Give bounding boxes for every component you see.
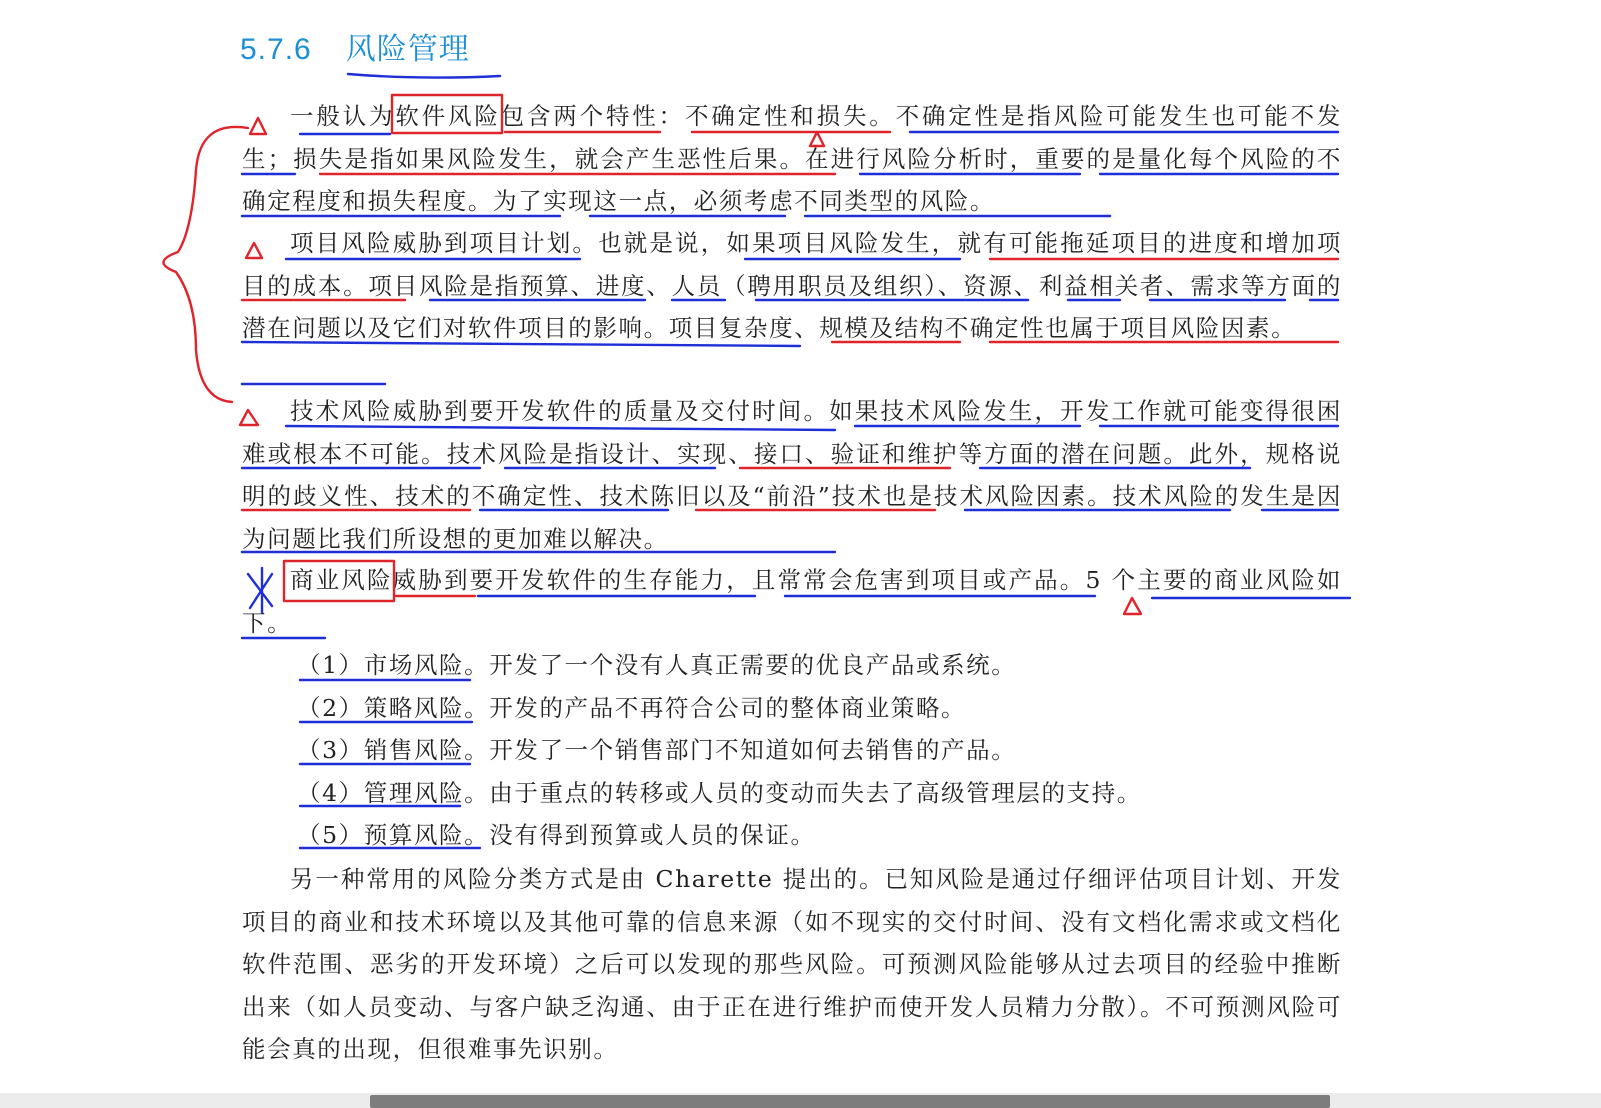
paragraph-risk-characteristics: 一般认为软件风险包含两个特性：不确定性和损失。不确定性是指风险可能发生也可能不发生；损失是指如果风险发生，就会产生恶性后果。在进行风险分析时，重要的是量化每个风险的不确定程度和损失程度。为了实现这一点，必须考虑不同类型的风险。: [242, 102, 1342, 215]
heading-underline: [348, 74, 500, 78]
list-item: （5）预算风险。没有得到预算或人员的保证。: [297, 821, 816, 849]
list-item: （4）管理风险。由于重点的转移或人员的变动而失去了高级管理层的支持。: [297, 778, 1142, 807]
brace-mark: [163, 127, 248, 402]
section-title: 风险管理: [345, 32, 470, 67]
paragraph-business-risk: 商业风险威胁到要开发软件的生存能力，且常常会危害到项目或产品。5 个主要的商业风险如下。: [242, 566, 1342, 637]
paragraph-technical-risk: 技术风险威胁到要开发软件的质量及交付时间。如果技术风险发生，开发工作就可能变得很困难或根本不可能。技术风险是指设计、实现、接口、验证和维护等方面的潜在问题。此外，规格说明的歧义性、技术的不确定性、技术陈旧以及“前沿”技术也是技术风险因素。技术风险的发生是因为问题比我们所设想的更加难以解决。: [242, 397, 1342, 553]
paragraph-project-risk: 项目风险威胁到项目计划。也就是说，如果项目风险发生，就有可能拖延项目的进度和增加项目的成本。项目风险是指预算、进度、人员（聘用职员及组织）、资源、利益相关者、需求等方面的潜在问题以及它们对软件项目的影响。项目复杂度、规模及结构不确定性也属于项目风险因素。: [242, 229, 1342, 342]
list-item: （2）策略风险。开发的产品不再符合公司的整体商业策略。: [297, 693, 967, 722]
list-item: （1）市场风险。开发了一个没有人真正需要的优良产品或系统。: [297, 651, 1017, 679]
section-heading: [240, 24, 470, 68]
business-risk-list: [297, 644, 1142, 857]
section-number: 5.7.6: [240, 33, 312, 66]
paragraph-charette-classification: 另一种常用的风险分类方式是由 Charette 提出的。已知风险是通过仔细评估项目计划、开发项目的商业和技术环境以及其他可靠的信息来源（如不现实的交付时间、没有文档化需求或文档化软件范围、恶劣的开发环境）之后可以发现的那些风险。可预测风险能够从过去项目的经验中推断出来（如人员变动、与客户缺乏沟通、由于正在进行维护而使开发人员精力分散）。不可预测风险可能会真的出现，但很难事先识别。: [242, 865, 1342, 1063]
list-item: （3）销售风险。开发了一个销售部门不知道如何去销售的产品。: [297, 736, 1017, 764]
scrollbar-thumb[interactable]: [370, 1095, 1330, 1108]
